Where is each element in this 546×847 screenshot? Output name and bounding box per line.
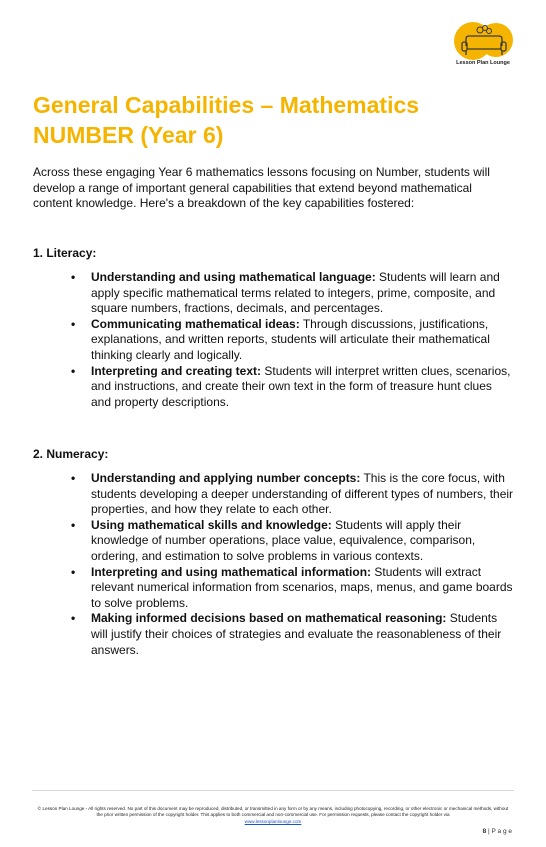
list-item [71, 364, 515, 411]
footer-copyright [34, 806, 512, 825]
item-bold-label: Interpreting and creating text: [91, 363, 262, 378]
item-bold-label: Communicating mathematical ideas: [91, 316, 300, 331]
sofa-icon [452, 20, 516, 62]
section-heading-numeracy: 2. Numeracy: [33, 447, 109, 461]
list-item [71, 611, 515, 658]
section-heading-literacy: 1. Literacy: [33, 246, 97, 260]
numeracy-list [71, 471, 515, 658]
bullet-icon: • [71, 316, 76, 331]
item-bold-label: Interpreting and using mathematical information: [91, 564, 372, 579]
page-number-value: 8 [482, 828, 487, 835]
list-item [71, 317, 515, 364]
bullet-icon: • [71, 270, 76, 284]
item-bold-label: Understanding and using mathematical language: [91, 270, 376, 284]
item-bold-label: Understanding and applying number concepts: [91, 471, 361, 485]
literacy-list [71, 270, 515, 410]
item-text: Students will apply their knowledge of number operations, place value, equivalence, comparison, ordering, and estimation to solve problems in various contexts. [91, 517, 476, 563]
item-text: Students will justify their choices of strategies and evaluate the reasonableness of their answers. [91, 611, 502, 657]
website-link[interactable]: www.lessonplanlounge.com [244, 818, 302, 824]
logo-text: Lesson Plan Lounge [456, 60, 510, 66]
list-item [71, 565, 515, 612]
page-label: | P a g e [488, 828, 512, 835]
bullet-icon: • [71, 611, 76, 626]
bullet-icon: • [71, 517, 76, 532]
intro-paragraph: Across these engaging Year 6 mathematics lessons focusing on Number, students will develop a range of important general capabilities that extend beyond mathematical content knowledge. Here's a breakdown of the key capabilities fostered: [33, 165, 490, 211]
copyright-text: © Lesson Plan Lounge - All rights reserved. No part of this document may be reproduced, distributed, or transmitted in any form or by any means, including photocopying, recording, or other electronic or mechanical methods, without the prior written permission of the copyright holder. This applies to both commercial and non-commercial use. For permission requests, please contact the copyright holder via [37, 806, 509, 818]
footer-divider [32, 790, 514, 791]
list-item [71, 518, 515, 565]
list-item [71, 270, 515, 317]
bullet-icon: • [71, 363, 76, 378]
page-title: General Capabilities – Mathematics NUMBER (Year 6) [33, 92, 420, 148]
bullet-icon: • [71, 471, 76, 485]
item-text: This is the core focus, with students developing a deeper understanding of different types of numbers, their properties, and how they relate to each other. [91, 471, 514, 517]
page-number [483, 828, 512, 835]
item-bold-label: Making informed decisions based on mathematical reasoning: [91, 611, 447, 626]
item-text: Students will interpret written clues, scenarios, and instructions, and create their own text in the form of treasure hunt clues and property descriptions. [91, 363, 511, 409]
item-text: Students will extract relevant numerical information from scenarios, maps, menus, and game boards to solve problems. [91, 564, 513, 610]
item-bold-label: Using mathematical skills and knowledge: [91, 517, 332, 532]
list-item [71, 471, 515, 518]
item-text: Through discussions, justifications, explanations, and written reports, students will articulate their mathematical thinking clearly and logically. [91, 316, 490, 362]
bullet-icon: • [71, 564, 76, 579]
item-text: Students will learn and apply specific mathematical terms related to integers, prime, composite, and square numbers, fractions, decimals, and percentages. [91, 270, 500, 316]
